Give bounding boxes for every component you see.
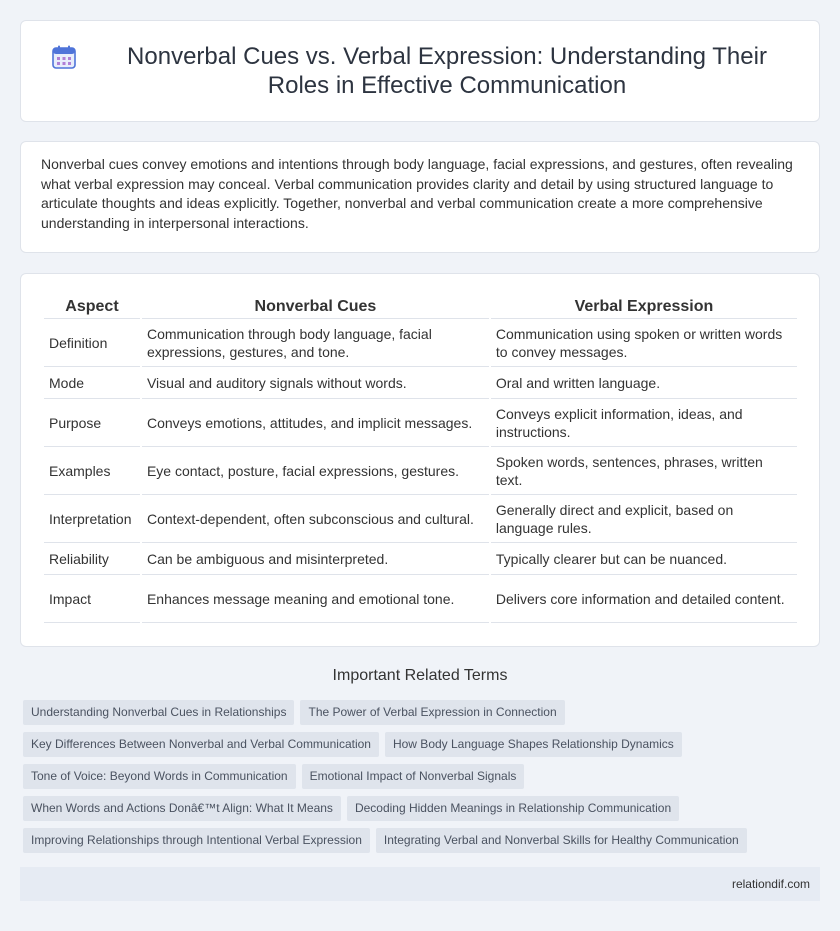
table-cell-aspect: Impact <box>44 575 140 623</box>
table-row <box>44 495 797 543</box>
table-cell-aspect: Purpose <box>44 399 140 447</box>
table-cell-nonverbal: Eye contact, posture, facial expressions, gestures. <box>142 447 489 495</box>
related-term-link[interactable]: When Words and Actions Donâ€™t Align: What It Means <box>23 796 341 821</box>
table-cell-verbal: Typically clearer but can be nuanced. <box>491 543 797 575</box>
intro-card <box>20 141 820 253</box>
table-cell-verbal: Conveys explicit information, ideas, and instructions. <box>491 399 797 447</box>
table-cell-aspect: Examples <box>44 447 140 495</box>
table-cell-verbal: Generally direct and explicit, based on language rules. <box>491 495 797 543</box>
table-cell-nonverbal: Communication through body language, facial expressions, gestures, and tone. <box>142 319 489 367</box>
table-cell-verbal: Delivers core information and detailed content. <box>491 575 797 623</box>
intro-paragraph: Nonverbal cues convey emotions and intentions through body language, facial expressions, and gestures, often revealing what verbal expression may conceal. Verbal communication provides clarity and detail by using structured language to articulate thoughts and ideas explicitly. Together, nonverbal and verbal communication create a more comprehensive understanding in interpersonal interactions. <box>41 156 793 231</box>
related-term-link[interactable]: Tone of Voice: Beyond Words in Communication <box>23 764 296 789</box>
table-cell-aspect: Interpretation <box>44 495 140 543</box>
table-cell-aspect: Mode <box>44 367 140 399</box>
related-term-link[interactable]: Integrating Verbal and Nonverbal Skills for Healthy Communication <box>376 828 747 853</box>
table-cell-nonverbal: Visual and auditory signals without words. <box>142 367 489 399</box>
table-cell-nonverbal: Can be ambiguous and misinterpreted. <box>142 543 489 575</box>
comparison-table-card <box>20 273 820 647</box>
table-cell-nonverbal: Conveys emotions, attitudes, and implicit messages. <box>142 399 489 447</box>
table-row <box>44 367 797 399</box>
related-term-link[interactable]: Emotional Impact of Nonverbal Signals <box>302 764 525 789</box>
footer <box>20 867 820 901</box>
related-terms-heading: Important Related Terms <box>332 667 508 684</box>
related-term-link[interactable]: Decoding Hidden Meanings in Relationship Communication <box>347 796 679 821</box>
table-cell-aspect: Reliability <box>44 543 140 575</box>
table-cell-verbal: Oral and written language. <box>491 367 797 399</box>
table-cell-aspect: Definition <box>44 319 140 367</box>
column-header-aspect: Aspect <box>44 292 140 319</box>
related-terms-list <box>23 700 823 853</box>
comparison-table <box>42 292 799 623</box>
related-term-link[interactable]: Understanding Nonverbal Cues in Relationships <box>23 700 294 725</box>
related-term-link[interactable]: Key Differences Between Nonverbal and Verbal Communication <box>23 732 379 757</box>
calendar-icon <box>51 44 77 70</box>
column-header-verbal: Verbal Expression <box>491 292 797 319</box>
related-term-link[interactable]: The Power of Verbal Expression in Connection <box>300 700 564 725</box>
table-row <box>44 399 797 447</box>
column-header-nonverbal: Nonverbal Cues <box>142 292 489 319</box>
table-row <box>44 319 797 367</box>
footer-site-name[interactable]: relationdif.com <box>731 877 810 891</box>
table-cell-nonverbal: Context-dependent, often subconscious and cultural. <box>142 495 489 543</box>
related-term-link[interactable]: How Body Language Shapes Relationship Dynamics <box>385 732 682 757</box>
table-row <box>44 543 797 575</box>
related-term-link[interactable]: Improving Relationships through Intentional Verbal Expression <box>23 828 370 853</box>
page-title: Nonverbal Cues vs. Verbal Expression: Understanding Their Roles in Effective Communication <box>127 43 767 99</box>
header-card <box>20 20 820 122</box>
table-cell-verbal: Spoken words, sentences, phrases, written text. <box>491 447 797 495</box>
table-row <box>44 447 797 495</box>
table-cell-nonverbal: Enhances message meaning and emotional tone. <box>142 575 489 623</box>
table-header-row <box>44 292 797 319</box>
table-row <box>44 575 797 623</box>
table-cell-verbal: Communication using spoken or written words to convey messages. <box>491 319 797 367</box>
